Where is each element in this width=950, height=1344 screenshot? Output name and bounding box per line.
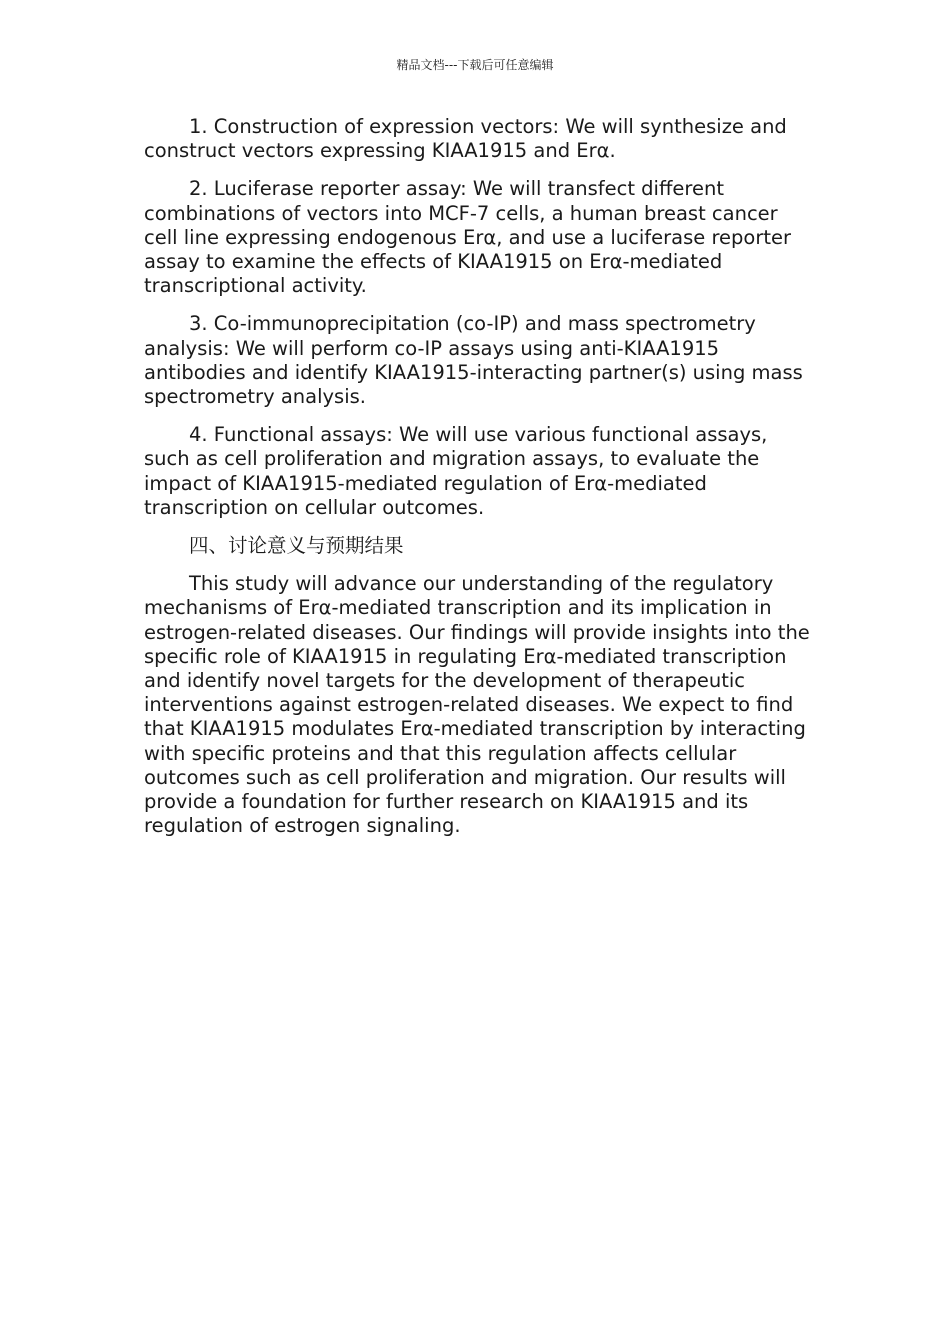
method-step-4: 4. Functional assays: We will use various functional assays, such as cell proliferation and migration assays, to evaluate the impact of KIAA1915-mediated regulation of Erα-mediated transcription on cellular outcomes. [144, 423, 768, 519]
method-step-2: 2. Luciferase reporter assay: We will transfect different combinations of vectors into MCF-7 cells, a human breast cancer cell line expressing endogenous Erα, and use a luciferase reporter assay to examine the effects of KIAA1915 on Erα-mediated transcriptional activity. [144, 177, 792, 298]
section-heading: 四、讨论意义与预期结果 [189, 534, 404, 558]
conclusion-paragraph: This study will advance our understanding of the regulatory mechanisms of Erα-mediated transcription and its implication in estrogen-related diseases. Our findings will provide insights into the specific role of KIAA1915 in regulating Erα-mediated transcription and identify novel targets for the development of therapeutic interventions against estrogen-related diseases. We expect to find that KIAA1915 modulates Erα-mediated transcription by interacting with specific proteins and that this regulation affects cellular outcomes such as cell proliferation and migration. Our results will provide a foundation for further research on KIAA1915 and its regulation of estrogen signaling. [144, 572, 810, 838]
document-body [144, 115, 812, 852]
method-step-3: 3. Co-immunoprecipitation (co-IP) and mass spectrometry analysis: We will perform co-IP assays using anti-KIAA1915 antibodies and identify KIAA1915-interacting partner(s) using mass spectrometry analysis. [144, 312, 803, 409]
page-header: 精品文档---下载后可任意编辑 [396, 58, 554, 72]
method-step-1: 1. Construction of expression vectors: We will synthesize and construct vectors expressing KIAA1915 and Erα. [144, 115, 787, 163]
